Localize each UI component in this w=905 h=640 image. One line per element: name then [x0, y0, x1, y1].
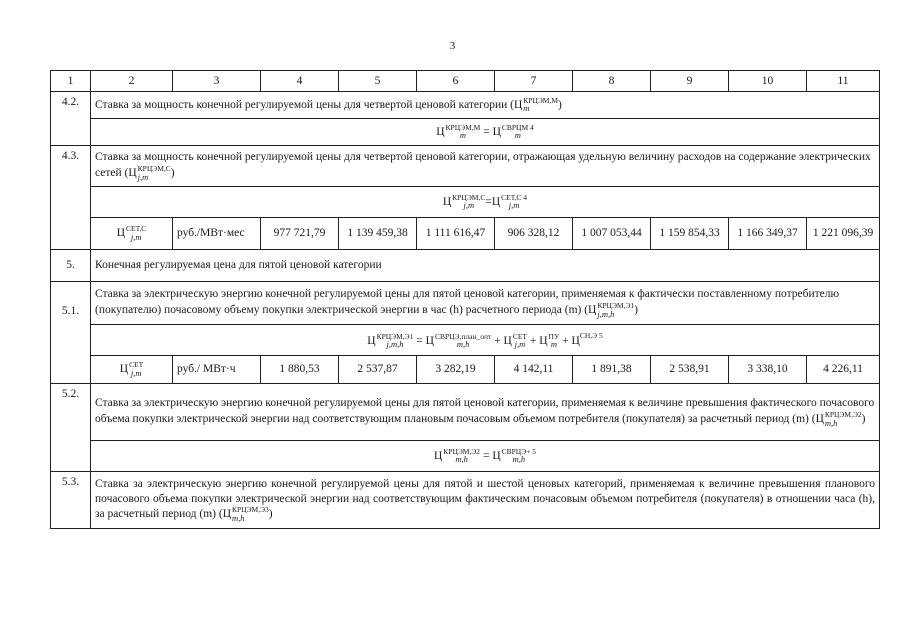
formula: Ц КРЦЭМ,С j,m =Ц СЕТ,С 4 j,m — [91, 187, 880, 218]
value-cell: 977 721,79 — [261, 218, 339, 250]
row-4-3 — [51, 146, 880, 187]
row-number: 4.2. — [51, 92, 91, 146]
row-description: Конечная регулируемая цена для пятой ценовой категории — [91, 250, 880, 282]
header-cell: 6 — [417, 71, 495, 92]
row-description: Ставка за электрическую энергию конечной регулируемой цены для пятой ценовой категории, применяемая к величине превышения фактического почасового объема покупки электрической энергии над соответствующим плановым почасовым объемом потребителя (покупателя) за расчетный период (m) (Ц КРЦЭМ,Э2 m,h ) — [91, 384, 880, 441]
formula: Ц КРЦЭМ,Э1 j,m,h = Ц СВРЦЭ,план_опт m,h + Ц СЕТ j,m + Ц ПУ m + $Ц^{СН,Э 5}$ — [91, 325, 880, 356]
row-5-2 — [51, 384, 880, 441]
row-number: 5. — [51, 250, 91, 282]
value-cell: 1 007 053,44 — [573, 218, 651, 250]
row-description: Ставка за электрическую энергию конечной регулируемой цены для пятой и шестой ценовых категорий, применяемая к величине превышения планового почасового объема покупки электрической энергии над соответствующим фактическим почасовым объемом потребителя (покупателя) в отношении часа (h), за расчетный период (m) (Ц КРЦЭМ,Э3 m,h ) — [91, 472, 880, 529]
header-cell: 5 — [339, 71, 417, 92]
header-row — [51, 71, 880, 92]
header-cell: 1 — [51, 71, 91, 92]
row-number: 5.1. — [51, 282, 91, 384]
header-cell: 8 — [573, 71, 651, 92]
row-5-1-values — [51, 356, 880, 384]
row-number: 5.3. — [51, 472, 91, 529]
unit-cell: руб./МВт·мес — [173, 218, 261, 250]
formula: Ц КРЦЭМ,М m = Ц СВРЦМ 4 m — [91, 119, 880, 146]
row-number: 4.3. — [51, 146, 91, 250]
header-cell: 10 — [729, 71, 807, 92]
value-cell: 4 142,11 — [495, 356, 573, 384]
value-cell: 1 166 349,37 — [729, 218, 807, 250]
header-cell: 9 — [651, 71, 729, 92]
page-number: 3 — [449, 40, 456, 52]
row-5-1-formula — [51, 325, 880, 356]
header-cell: 2 — [91, 71, 173, 92]
value-cell: 906 328,12 — [495, 218, 573, 250]
header-cell: 4 — [261, 71, 339, 92]
row-5 — [51, 250, 880, 282]
row-4-2-formula — [51, 119, 880, 146]
value-cell: 1 891,38 — [573, 356, 651, 384]
formula: Ц КРЦЭМ,Э2 m,h = Ц СВРЦЭ+ 5 m,h — [91, 441, 880, 472]
row-description: Ставка за мощность конечной регулируемой цены для четвертой ценовой категории, отражающая удельную величину расходов на содержание электрических сетей (Ц КРЦЭМ,С j,m ) — [91, 146, 880, 187]
row-5-3 — [51, 472, 880, 529]
value-cell: 1 111 616,47 — [417, 218, 495, 250]
row-5-2-formula — [51, 441, 880, 472]
unit-cell: руб./ МВт·ч — [173, 356, 261, 384]
tariff-table — [50, 70, 880, 529]
value-cell: 1 880,53 — [261, 356, 339, 384]
row-4-2 — [51, 92, 880, 119]
symbol-cell: Ц СЕТ,С j,m — [91, 218, 173, 250]
row-5-1 — [51, 282, 880, 325]
value-cell: 1 159 854,33 — [651, 218, 729, 250]
header-cell: 11 — [807, 71, 880, 92]
row-4-3-formula — [51, 187, 880, 218]
value-cell: 2 538,91 — [651, 356, 729, 384]
symbol-cell: Ц СЕТ j,m — [91, 356, 173, 384]
value-cell: 3 282,19 — [417, 356, 495, 384]
value-cell: 3 338,10 — [729, 356, 807, 384]
value-cell: 1 139 459,38 — [339, 218, 417, 250]
row-description: Ставка за мощность конечной регулируемой цены для четвертой ценовой категории (Ц КРЦЭМ,М m ) — [91, 92, 880, 119]
row-number: 5.2. — [51, 384, 91, 472]
value-cell: 1 221 096,39 — [807, 218, 880, 250]
header-cell: 7 — [495, 71, 573, 92]
header-cell: 3 — [173, 71, 261, 92]
row-4-3-values — [51, 218, 880, 250]
row-description: Ставка за электрическую энергию конечной регулируемой цены для пятой ценовой категории, применяемая к фактически поставленному потребителю (покупателю) почасовому объему покупки электрической энергии в час (h) расчетного периода (m) (Ц КРЦЭМ,Э1 j,m,h ) — [91, 282, 880, 325]
value-cell: 2 537,87 — [339, 356, 417, 384]
value-cell: 4 226,11 — [807, 356, 880, 384]
